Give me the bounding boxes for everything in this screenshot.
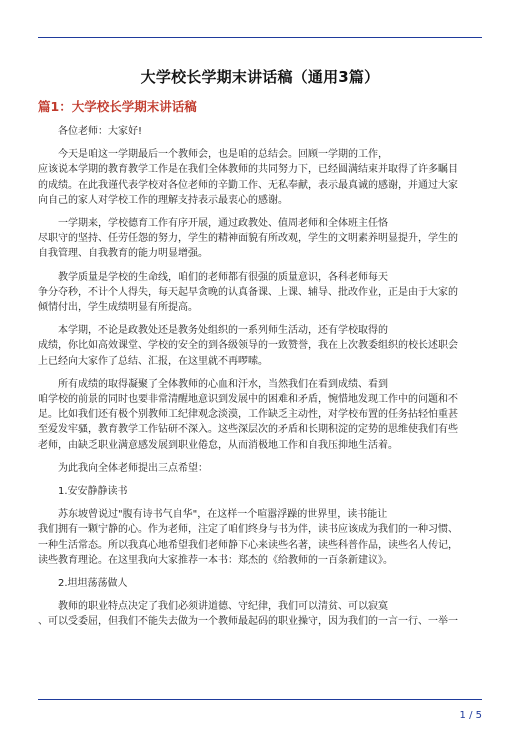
paragraph-line: 苏东坡曾说过"腹有诗书气自华"，在这样一个喧嚣浮躁的世界里，读书能让 bbox=[58, 509, 388, 521]
paragraph-line: 所有成绩的取得凝聚了全体教师的心血和汗水，当然我们在看到成绩、看到 bbox=[58, 378, 388, 390]
paragraph-line: 向自己的家人对学校工作的理解支持表示最衷心的感谢。 bbox=[38, 194, 288, 206]
paragraph-line: 我们拥有一颗宁静的心。作为老师，注定了咱们终身与书为伴，读书应该成为我们的一种习惯、 bbox=[38, 524, 458, 536]
page-number: 1 / 5 bbox=[459, 710, 482, 721]
paragraph-line: 一学期来，学校德育工作有序开展，通过政教处、值周老师和全体班主任恪 bbox=[58, 218, 388, 230]
paragraph-line: 争分夺秒，不计个人得失，每天起早贪晚的认真备课、上课、辅导、批改作业，正是由于大家的 bbox=[38, 286, 458, 298]
document-title: 大学校长学期末讲话稿（通用3篇） bbox=[140, 68, 380, 86]
paragraph-line: 至爱发牢骚，教育教学工作钻研不深入。这些深层次的矛盾和长期积淀的定势的思维使我们有些 bbox=[38, 424, 458, 436]
paragraph-line: 读些教育理论。在这里我向大家推荐一本书：郑杰的《给教师的一百条新建议》。 bbox=[38, 554, 393, 566]
paragraph bbox=[38, 377, 482, 453]
paragraph-line: 成绩，你比如高效课堂、学校的安全的到各级领导的一致赞誉，我在上次教委组织的校长述职会 bbox=[38, 340, 458, 352]
paragraph-line: 上已经向大家作了总结、汇报，在这里就不再啰嗦。 bbox=[38, 355, 268, 367]
paragraph: 为此我向全体老师提出三点希望： bbox=[58, 462, 208, 474]
subheading: 1.安安静静读书 bbox=[58, 486, 128, 498]
paragraph-line: 今天是咱这一学期最后一个教师会，也是咱的总结会。回顾一学期的工作， bbox=[58, 149, 388, 161]
greeting: 各位老师：大家好! bbox=[58, 126, 143, 137]
paragraph-line: 教学质量是学校的生命线，咱们的老师都有很强的质量意识，各科老师每天 bbox=[58, 271, 388, 283]
paragraph bbox=[38, 270, 482, 316]
paragraph bbox=[38, 599, 482, 629]
paragraph-line: 足。比如我们还有极个别教师工纪律观念淡漠，工作缺乏主动性，对学校布置的任务拈轻怕重甚 bbox=[38, 409, 458, 421]
paragraph-line: 本学期，不论是政教处还是教务处组织的一系列师生活动，还有学校取得的 bbox=[58, 325, 388, 337]
paragraph-line: 自我管理、自我教育的能力明显增强。 bbox=[38, 248, 208, 260]
document-body bbox=[38, 124, 482, 630]
paragraph bbox=[38, 216, 482, 262]
subheading: 2.坦坦荡荡做人 bbox=[58, 578, 128, 590]
paragraph-line: 的成绩。在此我谨代表学校对各位老师的辛勤工作、无私奉献，表示最真诚的感谢，并通过大家 bbox=[38, 179, 458, 191]
paragraph-line: 、可以受委屈，但我们不能失去做为一个教师最起码的职业操守，因为我们的一言一行、一举一 bbox=[38, 616, 458, 628]
paragraph-line: 咱学校的前景的同时也要非常清醒地意识到发展中的困难和矛盾，惋惜地发现工作中的问题和不 bbox=[38, 394, 458, 406]
paragraph bbox=[38, 323, 482, 369]
section-title: 篇1：大学校长学期末讲话稿 bbox=[38, 99, 197, 114]
paragraph-line: 一种生活常态。所以我真心地希望我们老师静下心来读些名著，读些科普作品，读些名人传记， bbox=[38, 539, 458, 551]
paragraph bbox=[38, 147, 482, 208]
paragraph-line: 教师的职业特点决定了我们必须讲道德、守纪律，我们可以清贫、可以寂寞 bbox=[58, 601, 388, 613]
paragraph-line: 尽职守的坚持、任劳任怨的努力，学生的精神面貌有所改观，学生的文明素养明显提升，学生的 bbox=[38, 233, 458, 245]
paragraph-line: 应该说本学期的教育教学工作是在我们全体教师的共同努力下，已经圆满结束并取得了许多瞩目 bbox=[38, 164, 458, 176]
paragraph-line: 老师，由缺乏职业满意感发展到职业倦怠，从而消极地工作和自我压抑地生活着。 bbox=[38, 439, 398, 451]
header-rule bbox=[38, 37, 482, 38]
paragraph-line: 倾情付出，学生成绩明显有所提高。 bbox=[38, 302, 198, 314]
footer-rule bbox=[38, 699, 482, 700]
paragraph bbox=[38, 507, 482, 568]
